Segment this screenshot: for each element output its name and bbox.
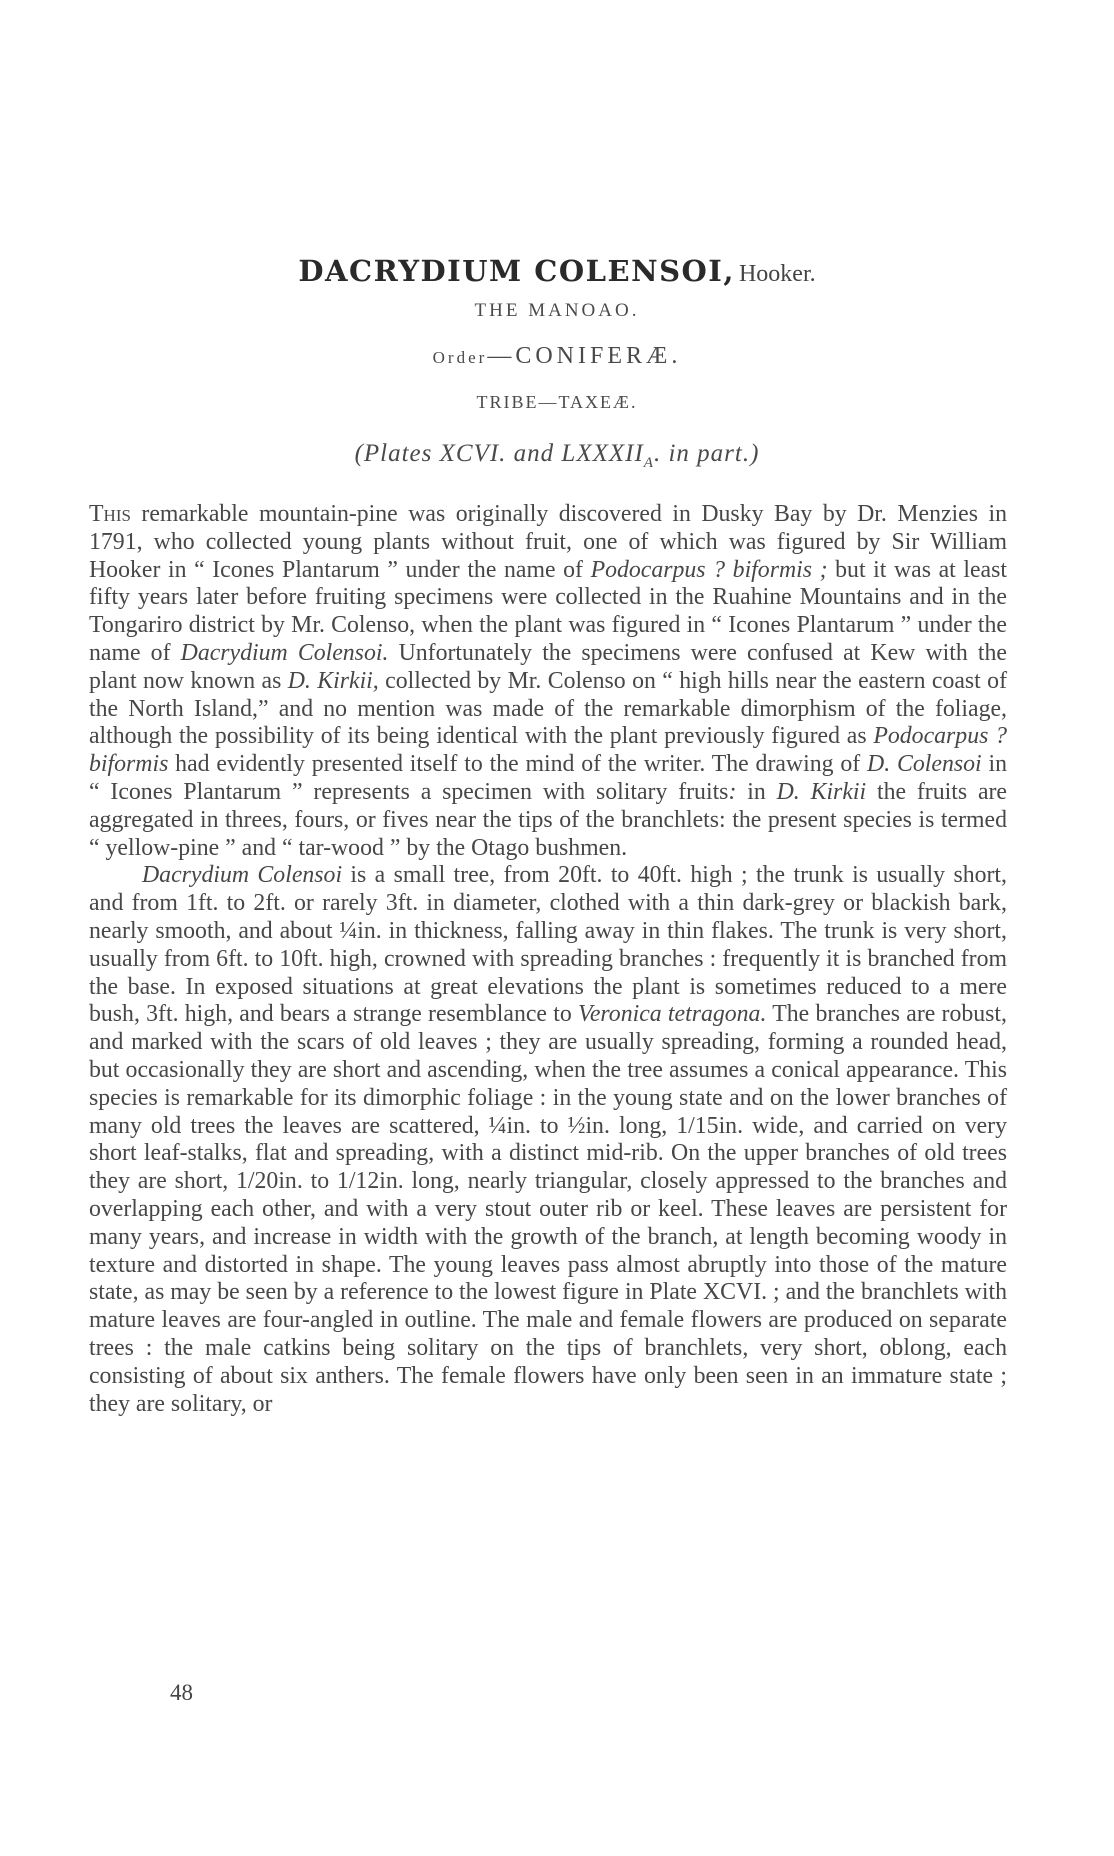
tribe-line: TRIBE—TAXEÆ. [476,392,638,412]
p1-italic-5: D. Colensoi [867,751,982,778]
p1-text-8: the fruits are aggregated in threes, fours, or fives near the tips of the branchlets: the present species is termed “ yellow-pine ” and “ tar-wood ” by the Otago bushmen. [89,778,1007,861]
p1-italic-1: Podocarpus ? biformis ; [590,556,828,583]
p2-italic-2: Veronica tetragona. [577,1001,767,1028]
paragraph-1 [89,501,1007,862]
p1-text-4: collected by Mr. Colenso on “ high hills near the eastern coast of the North Island,” and no mention was made of the remarkable dimorphism of the foliage, although the possibility of its being identical with the plant previously figured as [89,667,1007,750]
p1-text-2: but it was at least fifty years later before fruiting specimens were collected in the Ruahine Mountains and in the Tongariro district by Mr. Colenso, when the plant was figured in “ Icones Plantarum ” under the name of [89,556,1007,666]
p1-text-6: in “ Icones Plantarum ” represents a specimen with solitary fruits [89,751,1007,805]
p1-text-7: in [736,778,777,805]
p1-italic-2: Dacrydium Colensoi. [180,639,389,666]
lead-word: This [89,501,131,527]
plates-reference [0,440,1114,472]
order-name: CONIFERÆ. [515,343,682,369]
plates-close: . in part.) [653,440,760,467]
p2-text-1: is a small tree, from 20ft. to 40ft. high ; the trunk is usually short, and from 1ft. to 2ft. or rarely 3ft. in diameter, clothed with a thin dark-grey or blackish bark, nearly smooth, and about ¼in. in thickness, falling away in thin flakes. The trunk is very short, usually from 6ft. to 10ft. high, crowned with spreading branches : frequently it is branched from the base. In exposed situations at great elevations the plant is sometimes reduced to a mere bush, 3ft. high, and bears a strange resemblance to [89,862,1007,1028]
p1-italic-6: : [728,778,737,805]
species-heading [0,254,1114,288]
order-line [0,343,1114,370]
p1-italic-3: D. Kirkii, [287,667,379,694]
p1-italic-7: D. Kirkii [776,778,867,805]
species-author: Hooker. [738,261,816,287]
p1-text-3: Unfortunately the specimens were confused at Kew with the plant now known as [89,639,1007,694]
page-number: 48 [170,1680,193,1705]
p1-text-1: remarkable mountain-pine was originally discovered in Dusky Bay by Dr. Menzies in 1791, who collected young plants without fruit, one of which was figured by Sir William Hooker in “ Icones Plantarum ” under the name of [89,501,1007,583]
p1-italic-4: Podocarpus ? biformis [89,723,1008,778]
p2-text-2: The branches are robust, and marked with the scars of old leaves ; they are usually spreading, forming a rounded head, but occasionally they are short and ascending, when the tree assumes a conical appearance. This species is remarkable for its dimorphic foliage : in the young state and on the lower branches of many old trees the leaves are scattered, ¼in. to ½in. long, 1/15in. wide, and carried on very short leaf-stalks, flat and spreading, with a distinct mid-rib. On the upper branches of old trees they are short, 1/20in. to 1/12in. long, nearly triangular, closely appressed to the branches and overlapping each other, and with a very stout outer rib or keel. These leaves are persistent for many years, and increase in width with the growth of the branch, at length becoming woody in texture and distorted in shape. The young leaves pass almost abruptly into those of the mature state, as may be seen by a reference to the lowest figure in Plate XCVI. ; and the branchlets with mature leaves are four-angled in outline. The male and female flowers are produced on separate trees : the male catkins being solitary on the tips of branchlets, very short, oblong, each consisting of about six anthers. The female flowers have only been seen in an immature state ; they are solitary, or [89,1001,1007,1417]
body-text [89,501,1007,1418]
common-name: THE MANOAO. [474,300,640,321]
p1-text-5: had evidently presented itself to the mind of the writer. The drawing of [168,751,868,778]
p2-italic-1: Dacrydium Colensoi [142,862,343,889]
species-title: DACRYDIUM COLENSOI, [298,254,735,288]
plates-subscript: A [643,455,654,471]
order-dash: — [487,343,516,369]
order-label: Order [432,348,488,367]
paragraph-2 [89,862,1007,1418]
plates-open: (Plates XCVI. and LXXXII [354,440,644,467]
